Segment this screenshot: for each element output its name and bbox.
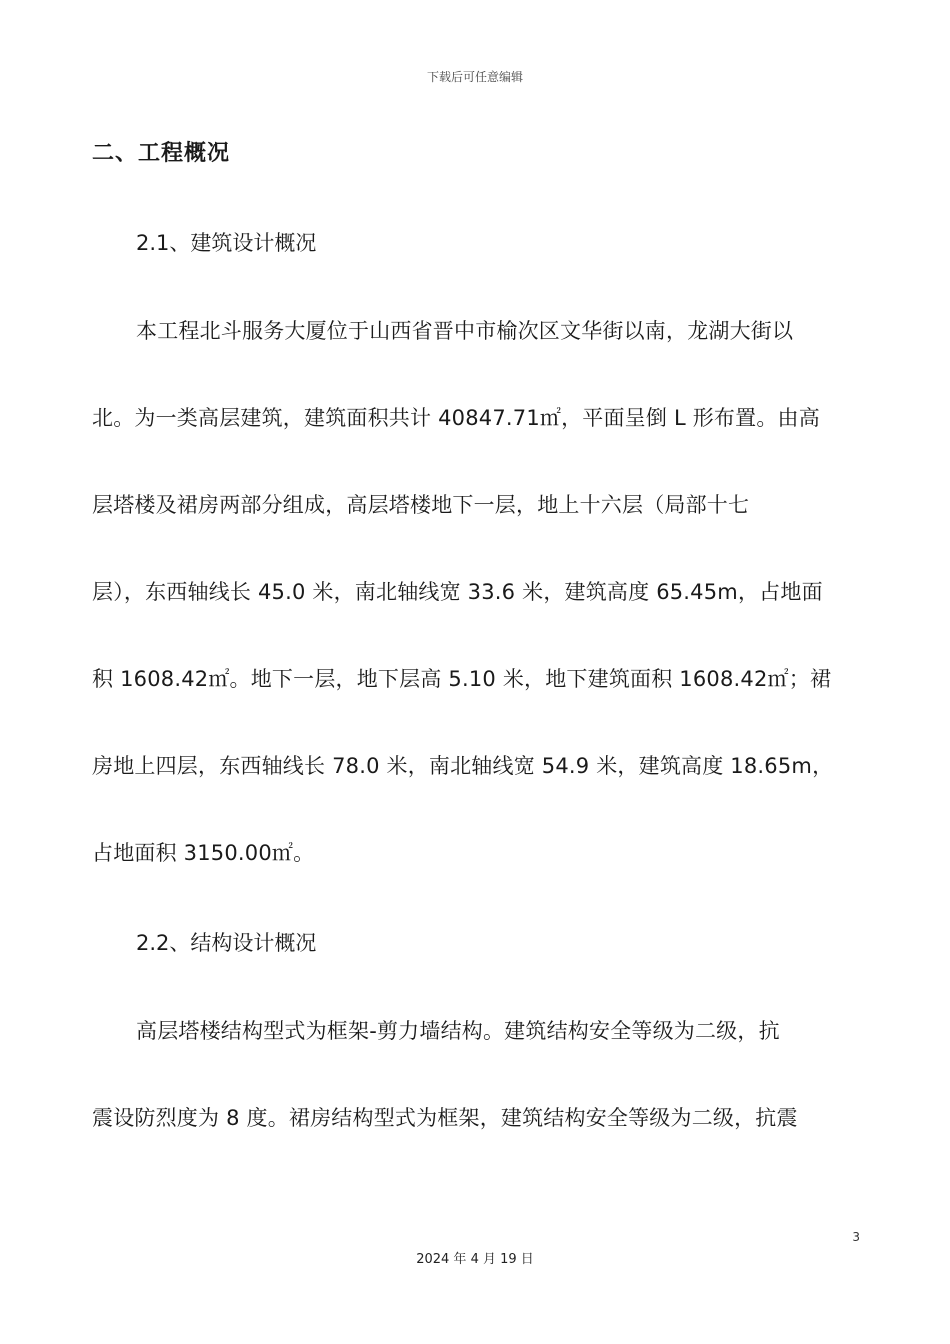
- text-line: 房地上四层，东西轴线长 78.0 米，南北轴线宽 54.9 米，建筑高度 18.65m，: [92, 754, 834, 778]
- text-line: 本工程北斗服务大厦位于山西省晋中市榆次区文华街以南，龙湖大街以: [136, 319, 794, 343]
- subsection-title-structure: 2.2、结构设计概况: [136, 931, 317, 955]
- text-line: 北。为一类高层建筑，建筑面积共计 40847.71㎡，平面呈倒 L 形布置。由高: [92, 406, 820, 430]
- page-footer-date: 2024 年 4 月 19 日: [416, 1252, 534, 1267]
- text-line: 积 1608.42㎡。地下一层，地下层高 5.10 米，地下建筑面积 1608.42㎡；裙: [92, 667, 832, 691]
- text-line: 震设防烈度为 8 度。裙房结构型式为框架，建筑结构安全等级为二级，抗震: [92, 1106, 798, 1130]
- section-title: 二、工程概况: [92, 141, 231, 166]
- page-header-note: 下载后可任意编辑: [426, 70, 523, 84]
- text-line: 层），东西轴线长 45.0 米，南北轴线宽 33.6 米，建筑高度 65.45m，占地面: [92, 580, 823, 604]
- text-line: 高层塔楼结构型式为框架-剪力墙结构。建筑结构安全等级为二级，抗: [136, 1019, 780, 1043]
- page-number: 3: [852, 1230, 860, 1244]
- text-line: 层塔楼及裙房两部分组成，高层塔楼地下一层，地上十六层（局部十七: [92, 493, 750, 517]
- text-line: 占地面积 3150.00㎡。: [92, 841, 315, 865]
- subsection-title-architecture: 2.1、建筑设计概况: [136, 231, 317, 255]
